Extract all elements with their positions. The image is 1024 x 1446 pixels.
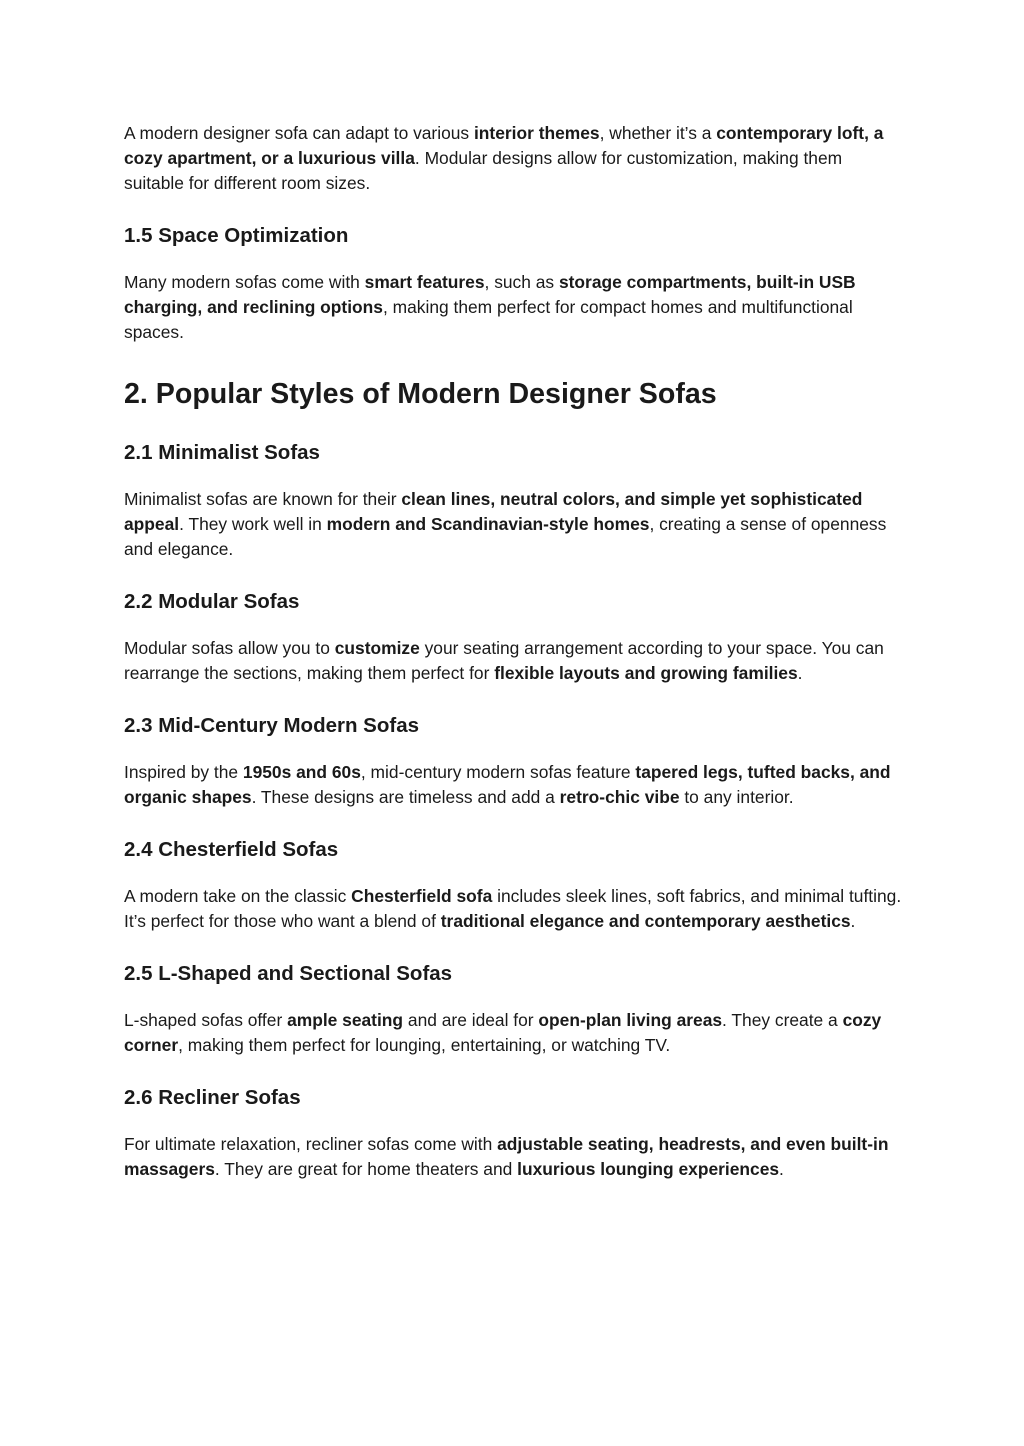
heading-modular-sofas: 2.2 Modular Sofas — [124, 590, 300, 613]
emphasis-text: ample seating — [287, 1010, 404, 1030]
emphasis-text: modern and Scandinavian-style homes — [326, 514, 650, 534]
emphasis-text: flexible layouts and growing families — [494, 663, 798, 683]
paragraph-space-optimization: Many modern sofas come with smart features, such as storage compartments, built-in USB charging, and reclining options, making them perfect for compact homes and multifunctional spaces. — [124, 272, 856, 342]
heading-recliner-sofas: 2.6 Recliner Sofas — [124, 1086, 301, 1109]
heading-popular-styles: 2. Popular Styles of Modern Designer Sofas — [124, 378, 717, 410]
emphasis-text: cozy corner — [124, 1010, 882, 1055]
emphasis-text: customize — [334, 638, 420, 658]
emphasis-text: smart features — [364, 272, 485, 292]
emphasis-text: interior themes — [473, 123, 600, 143]
emphasis-text: clean lines, neutral colors, and simple yet sophisticated appeal — [124, 489, 863, 534]
paragraph-recliner-sofas: For ultimate relaxation, recliner sofas come with adjustable seating, headrests, and even built-in massagers. They are great for home theaters and luxurious lounging experiences. — [124, 1134, 889, 1179]
emphasis-text: storage compartments, built-in USB charging, and reclining options — [124, 272, 856, 317]
emphasis-text: adjustable seating, headrests, and even built-in massagers — [124, 1134, 889, 1179]
document-page — [124, 121, 904, 1182]
emphasis-text: 1950s and 60s — [242, 762, 361, 782]
paragraph-minimalist-sofas: Minimalist sofas are known for their clean lines, neutral colors, and simple yet sophisticated appeal. They work well in modern and Scandinavian-style homes, creating a sense of openness and elegance. — [124, 489, 887, 559]
heading-mid-century-sofas: 2.3 Mid-Century Modern Sofas — [124, 714, 420, 737]
heading-chesterfield-sofas: 2.4 Chesterfield Sofas — [124, 838, 339, 861]
emphasis-text: luxurious lounging experiences — [517, 1159, 780, 1179]
paragraph-modular-sofas: Modular sofas allow you to customize your seating arrangement according to your space. You can rearrange the sections, making them perfect for flexible layouts and growing families. — [124, 638, 884, 683]
emphasis-text: open-plan living areas — [538, 1010, 723, 1030]
emphasis-text: contemporary loft, a cozy apartment, or a luxurious villa — [124, 123, 884, 168]
emphasis-text: tapered legs, tufted backs, and organic shapes — [124, 762, 891, 807]
paragraph-mid-century-sofas: Inspired by the 1950s and 60s, mid-century modern sofas feature tapered legs, tufted backs, and organic shapes. These designs are timeless and add a retro-chic vibe to any interior. — [124, 762, 891, 807]
emphasis-text: traditional elegance and contemporary aesthetics — [440, 911, 851, 931]
heading-space-optimization: 1.5 Space Optimization — [124, 224, 349, 247]
heading-minimalist-sofas: 2.1 Minimalist Sofas — [124, 441, 320, 464]
paragraph-l-shaped-sofas: L-shaped sofas offer ample seating and are ideal for open-plan living areas. They create a cozy corner, making them perfect for lounging, entertaining, or watching TV. — [124, 1010, 882, 1055]
emphasis-text: Chesterfield sofa — [351, 886, 493, 906]
heading-l-shaped-sofas: 2.5 L-Shaped and Sectional Sofas — [124, 962, 453, 985]
intro-paragraph: A modern designer sofa can adapt to various interior themes, whether it’s a contemporary loft, a cozy apartment, or a luxurious villa. Modular designs allow for customization, making them suitable for different room sizes. — [124, 123, 884, 193]
paragraph-chesterfield-sofas: A modern take on the classic Chesterfield sofa includes sleek lines, soft fabrics, and minimal tufting. It’s perfect for those who want a blend of traditional elegance and contemporary aesthetics. — [124, 886, 902, 931]
emphasis-text: retro-chic vibe — [559, 787, 680, 807]
